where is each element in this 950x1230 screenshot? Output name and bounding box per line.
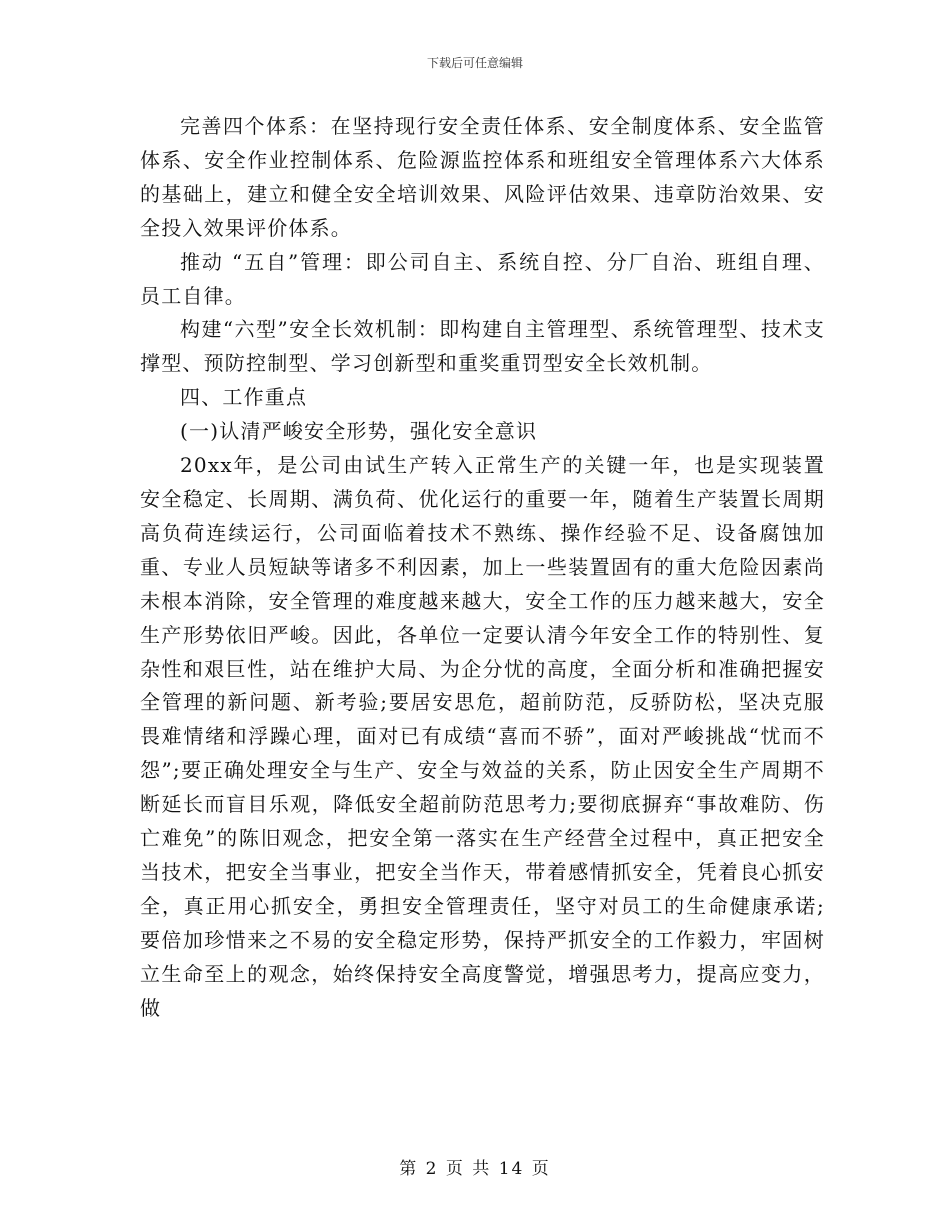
paragraph-six-types: 构建“六型”安全长效机制：即构建自主管理型、系统管理型、技术支撑型、预防控制型、学习创新型和重奖重罚型安全长效机制。 bbox=[140, 317, 825, 376]
subsection-heading-safety-awareness: (一)认清严峻安全形势，强化安全意识 bbox=[180, 419, 538, 444]
paragraph-main-body: 20xx年，是公司由试生产转入正常生产的关键一年，也是实现装置安全稳定、长周期、满负荷、优化运行的重要一年，随着生产装置长周期高负荷连续运行，公司面临着技术不熟练、操作经验不足、设备腐蚀加重、专业人员短缺等诸多不利因素，加上一些装置固有的重大危险因素尚未根本消除，安全管理的难度越来越大，安全工作的压力越来越大，安全生产形势依旧严峻。因此，各单位一定要认清今年安全工作的特别性、复杂性和艰巨性，站在维护大局、为企分忧的高度，全面分析和准确把握安全管理的新问题、新考验;要居安思危，超前防范，反骄防松，坚决克服畏难情绪和浮躁心理，面对已有成绩“喜而不骄”，面对严峻挑战“忧而不怨”;要正确处理安全与生产、安全与效益的关系，防止因安全生产周期不断延长而盲目乐观，降低安全超前防范思考力;要彻底摒弃“事故难防、伤亡难免”的陈旧观念，把安全第一落实在生产经营全过程中，真正把安全当技术，把安全当事业，把安全当作天，带着感情抓安全，凭着良心抓安全，真正用心抓安全，勇担安全管理责任，坚守对员工的生命健康承诺;要倍加珍惜来之不易的安全稳定形势，保持严抓安全的工作毅力，牢固树立生命至上的观念，始终保持安全高度警觉，增强思考力，提高应变力，做 bbox=[140, 453, 825, 1020]
page-footer: 第 2 页 共 14 页 bbox=[399, 1159, 551, 1179]
paragraph-four-systems: 完善四个体系：在坚持现行安全责任体系、安全制度体系、安全监管体系、安全作业控制体系、危险源监控体系和班组安全管理体系六大体系的基础上，建立和健全安全培训效果、风险评估效果、违章防治效果、安全投入效果评价体系。 bbox=[140, 114, 825, 240]
section-heading-work-focus: 四、工作重点 bbox=[180, 385, 308, 410]
paragraph-five-self: 推动 “五自”管理：即公司自主、系统自控、分厂自治、班组自理、员工自律。 bbox=[140, 249, 825, 308]
document-body bbox=[140, 110, 825, 1025]
page-header: 下载后可任意编辑 bbox=[426, 56, 523, 70]
